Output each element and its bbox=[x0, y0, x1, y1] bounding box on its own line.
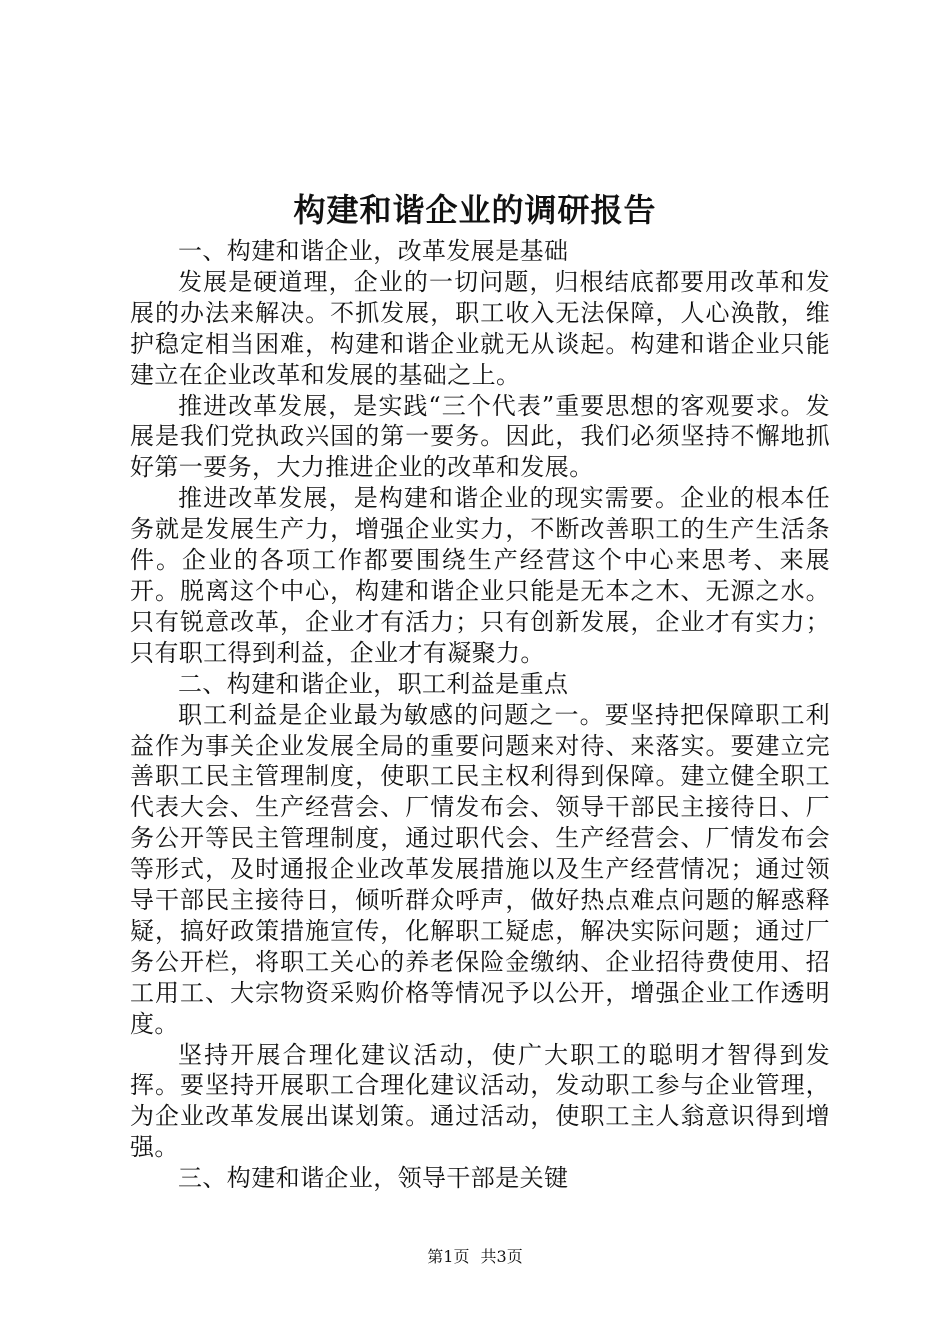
section-heading-2: 二、构建和谐企业，职工利益是重点 bbox=[178, 669, 569, 698]
section-heading-3: 三、构建和谐企业，领导干部是关键 bbox=[178, 1164, 569, 1193]
paragraph: 发展是硬道理，企业的一切问题，归根结底都要用改革和发展的办法来解决。不抓发展，职工收入无法保障，人心涣散，维护稳定相当困难，构建和谐企业就无从谈起。构建和谐企业只能建立在企业改革和发展的基础之上。 bbox=[130, 267, 830, 389]
page-number: 第1页 bbox=[427, 1247, 470, 1266]
document-title: 构建和谐企业的调研报告 bbox=[293, 191, 657, 229]
page-total: 共3页 bbox=[480, 1247, 523, 1266]
paragraph: 推进改革发展，是构建和谐企业的现实需要。企业的根本任务就是发展生产力，增强企业实力，不断改善职工的生产生活条件。企业的各项工作都要围绕生产经营这个中心来思考、来展开。脱离这个中心，构建和谐企业只能是无本之木、无源之水。只有锐意改革，企业才有活力；只有创新发展，企业才有实力；只有职工得到利益，企业才有凝聚力。 bbox=[130, 484, 830, 667]
document-body bbox=[130, 236, 830, 1194]
paragraph: 职工利益是企业最为敏感的问题之一。要坚持把保障职工利益作为事关企业发展全局的重要问题来对待、来落实。要建立完善职工民主管理制度，使职工民主权利得到保障。建立健全职工代表大会、生产经营会、厂情发布会、领导干部民主接待日、厂务公开等民主管理制度，通过职代会、生产经营会、厂情发布会等形式，及时通报企业改革发展措施以及生产经营情况；通过领导干部民主接待日，倾听群众呼声，做好热点难点问题的解惑释疑，搞好政策措施宣传，化解职工疑虑，解决实际问题；通过厂务公开栏，将职工关心的养老保险金缴纳、企业招待费使用、招工用工、大宗物资采购价格等情况予以公开，增强企业工作透明度。 bbox=[130, 700, 830, 1038]
page-footer bbox=[0, 1246, 950, 1268]
section-heading-1: 一、构建和谐企业，改革发展是基础 bbox=[178, 237, 569, 265]
paragraph: 推进改革发展，是实践“三个代表”重要思想的客观要求。发展是我们党执政兴国的第一要务。因此，我们必须坚持不懈地抓好第一要务，大力推进企业的改革和发展。 bbox=[130, 391, 830, 482]
paragraph: 坚持开展合理化建议活动，使广大职工的聪明才智得到发挥。要坚持开展职工合理化建议活动，发动职工参与企业管理，为企业改革发展出谋划策。通过活动，使职工主人翁意识得到增强。 bbox=[130, 1040, 830, 1162]
